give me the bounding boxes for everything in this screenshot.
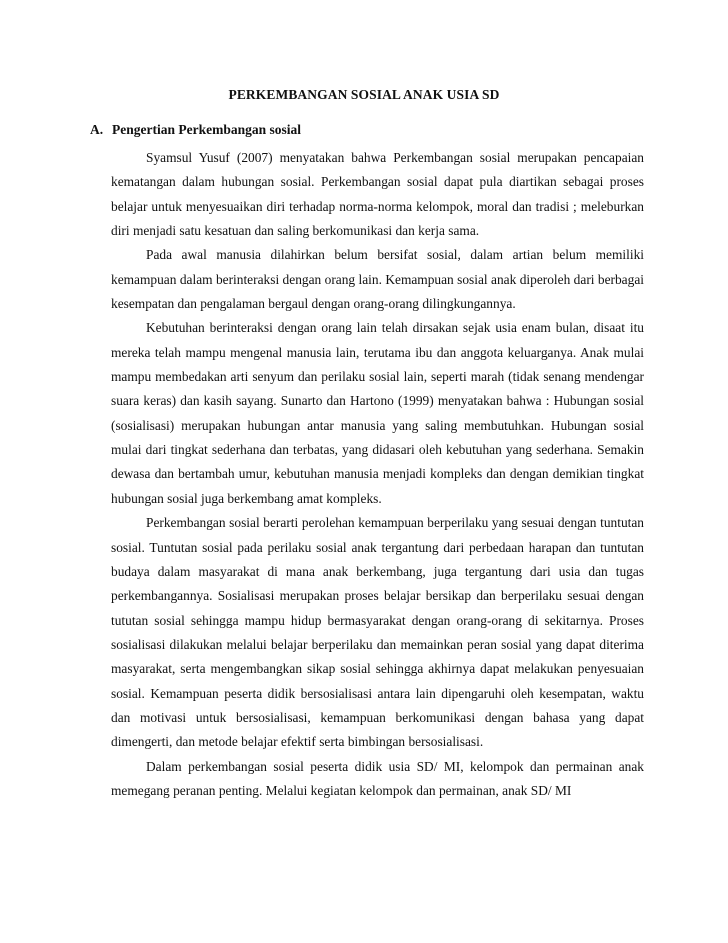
- body-text: [111, 146, 644, 803]
- paragraph-3: Kebutuhan berinteraksi dengan orang lain telah dirsakan sejak usia enam bulan, disaat itu mereka telah mampu mengenal manusia lain, terutama ibu dan anggota keluarganya. Anak mulai mampu membedakan arti senyum dan perilaku sosial lain, seperti marah (tidak senang mendengar suara keras) dan kasih sayang. Sunarto dan Hartono (1999) menyatakan bahwa : Hubungan sosial (sosialisasi) merupakan hubungan antar manusia yang saling membutuhkan. Hubungan sosial mulai dari tingkat sederhana dan terbatas, yang didasari oleh kebutuhan yang sederhana. Semakin dewasa dan bertambah umur, kebutuhan manusia menjadi kompleks dan dengan demikian tingkat hubungan sosial juga berkembang amat kompleks.: [111, 320, 644, 506]
- section-heading: [90, 122, 301, 138]
- paragraph-5: Dalam perkembangan sosial peserta didik usia SD/ MI, kelompok dan permainan anak memegang peranan penting. Melalui kegiatan kelompok dan permainan, anak SD/ MI: [111, 758, 644, 798]
- section-number: A.: [90, 122, 104, 137]
- page-title: PERKEMBANGAN SOSIAL ANAK USIA SD: [228, 87, 500, 102]
- paragraph-4: Perkembangan sosial berarti perolehan kemampuan berperilaku yang sesuai dengan tuntutan sosial. Tuntutan sosial pada perilaku sosial anak tergantung dari perbedaan harapan dan tuntutan budaya dalam masyarakat di mana anak berkembang, juga tergantung dari usia dan tugas perkembangannya. Sosialisasi merupakan proses belajar bersikap dan berperilaku sesuai dengan tututan sosial sehingga mampu hidup bermasyarakat dengan orang-orang di sekitarnya. Proses sosialisasi dilakukan melalui belajar berperilaku dan memainkan peran sosial yang dapat diterima masyarakat, serta mengembangkan sikap sosial sehingga akhirnya dapat melakukan penyesuaian sosial. Kemampuan peserta didik bersosialisasi antara lain dipengaruhi oleh kesempatan, waktu dan motivasi untuk bersosialisasi, kemampuan berkomunikasi dengan bahasa yang dapat dimengerti, dan metode belajar efektif serta bimbingan bersosialisasi.: [111, 515, 644, 750]
- paragraph-1: Syamsul Yusuf (2007) menyatakan bahwa Perkembangan sosial merupakan pencapaian kematangan dalam hubungan sosial. Perkembangan sosial dapat pula diartikan sebagai proses belajar untuk menyesuaikan diri terhadap norma-norma kelompok, moral dan tradisi ; meleburkan diri menjadi satu kesatuan dan saling berkomunikasi dan kerja sama.: [111, 150, 644, 239]
- paragraph-2: Pada awal manusia dilahirkan belum bersifat sosial, dalam artian belum memiliki kemampuan dalam berinteraksi dengan orang lain. Kemampuan sosial anak diperoleh dari berbagai kesempatan dan pengalaman bergaul dengan orang-orang dilingkungannya.: [111, 247, 644, 312]
- section-title: Pengertian Perkembangan sosial: [112, 122, 301, 137]
